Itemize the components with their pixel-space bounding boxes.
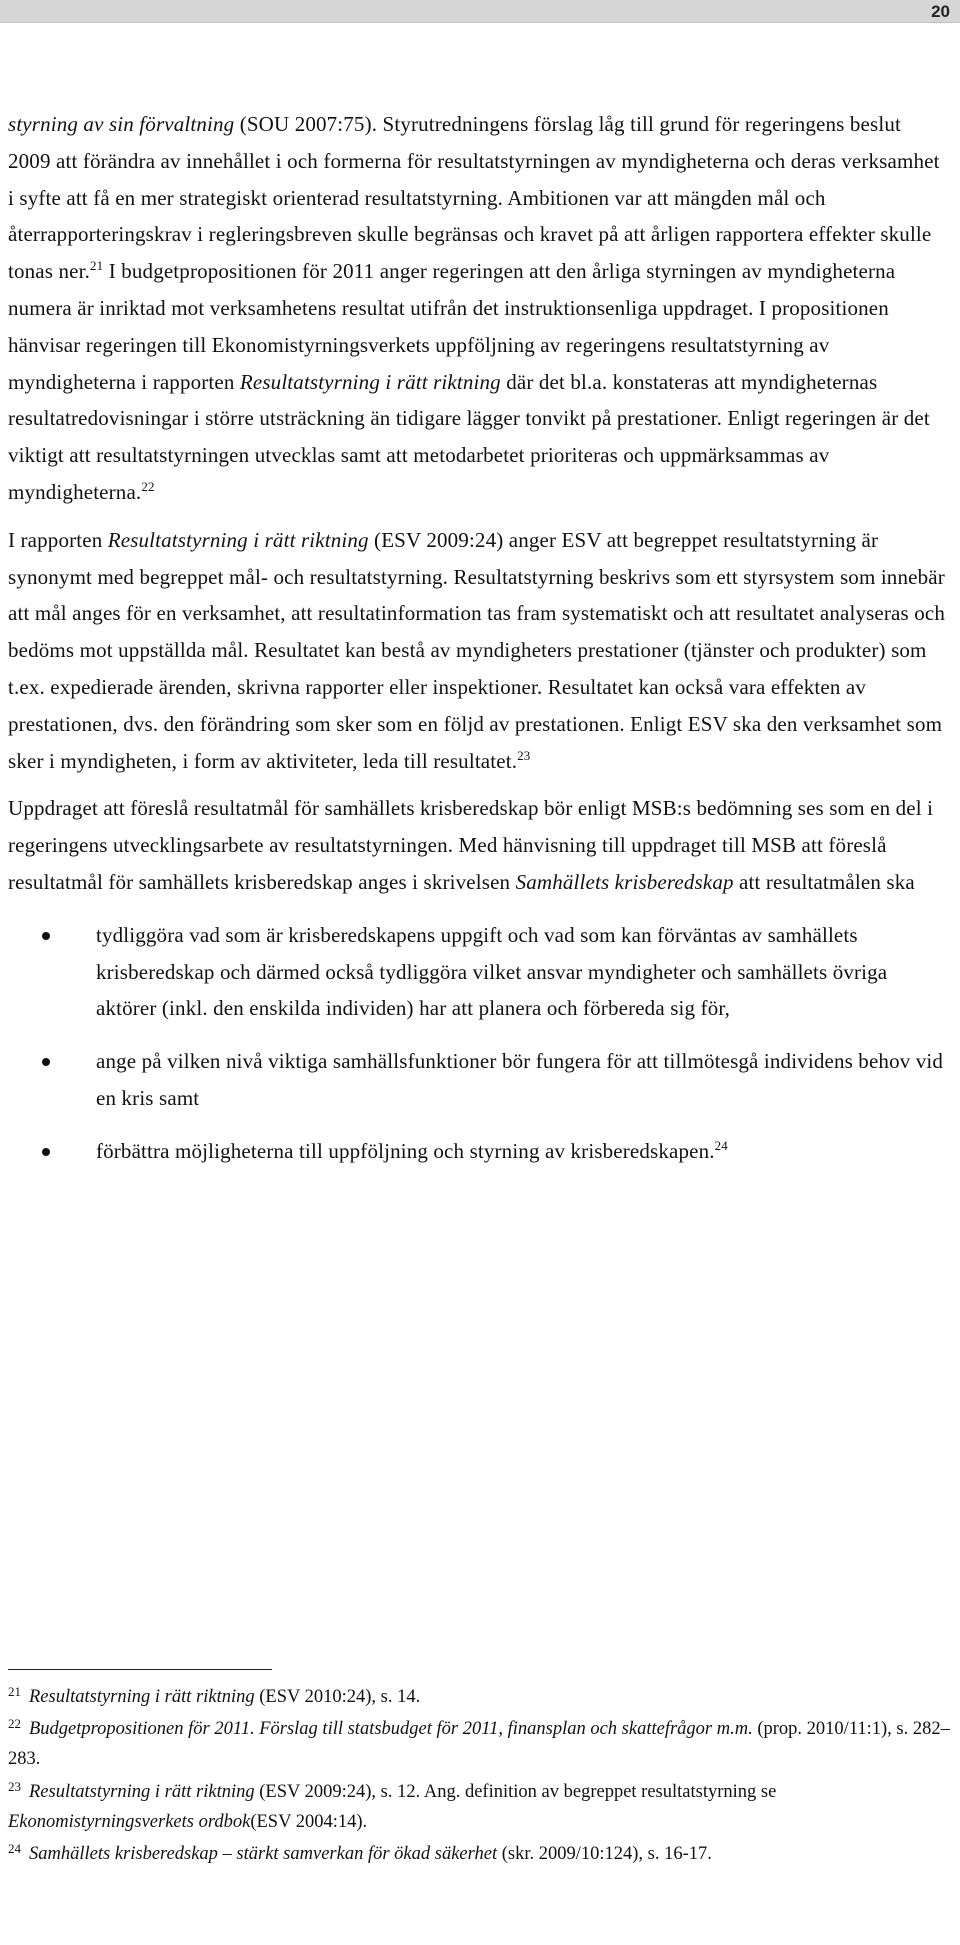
paragraph-3-text-a: Uppdraget att föreslå resultatmål för samhällets krisberedskap bör enligt MSB:s bedömning ses som en del i regeringens utvecklingsarbete av resultatstyrningen. Med hänvisning till uppdraget till MSB att föreslå resultatmål för samhällets krisberedskap anges i skrivelsen (8, 796, 934, 894)
footnote-23-text-b: (ESV 2004:14). (250, 1811, 368, 1832)
footnote-22-title: Budgetpropositionen för 2011. Förslag till statsbudget för 2011, finansplan och skattefrågor m.m. (29, 1719, 753, 1740)
bullet-item-2-text: ange på vilken nivå viktiga samhällsfunktioner bör fungera för att tillmötesgå individens behov vid en kris samt (96, 1049, 944, 1110)
bullet-item-1 (8, 917, 948, 1027)
bullet-item-1-text: tydliggöra vad som är krisberedskapens uppgift och vad som kan förväntas av samhällets krisberedskap och därmed också tydliggöra vilket ansvar myndigheter och samhällets övriga aktörer (inkl. den enskilda individen) har att planera och förbereda sig för, (96, 922, 888, 1021)
bullet-item-3-text: förbättra möjligheterna till uppföljning och styrning av krisberedskapen. (96, 1138, 715, 1163)
paragraph-2-report-title: Resultatstyrning i rätt riktning (107, 527, 369, 552)
paragraph-2 (8, 522, 948, 780)
footnote-ref-22[interactable]: 22 (141, 478, 155, 494)
footnote-ref-24[interactable]: 24 (714, 1137, 728, 1153)
footnote-separator (8, 1669, 272, 1670)
bullet-list (8, 917, 948, 1170)
paragraph-1-text-c: där det bl.a. konstateras att myndigheternas resultatredovisningar i större utsträckning än tidigare lägger tonvikt på prestationer. Enligt regeringen är det viktigt att resultatstyrningen utvecklas samt att metodarbetet prioriteras och uppmärksammas av myndigheterna. (8, 369, 930, 504)
footnote-23-text-a: (ESV 2009:24), s. 12. Ang. definition av begreppet resultatstyrning se (254, 1781, 777, 1802)
footnote-23-number: 23 (8, 1778, 21, 1794)
footnote-ref-21[interactable]: 21 (89, 258, 104, 274)
footnote-23-title-2: Ekonomistyrningsverkets ordbok (8, 1811, 251, 1832)
footnote-24-text: (skr. 2009/10:124), s. 16-17. (497, 1844, 712, 1865)
paragraph-1-report-title: Resultatstyrning i rätt riktning (239, 369, 501, 394)
bullet-item-3 (8, 1133, 948, 1170)
paragraph-3 (8, 790, 948, 900)
footnote-21-number: 21 (8, 1684, 21, 1699)
footnote-ref-23[interactable]: 23 (517, 747, 531, 763)
paragraph-3-text-b: att resultatmålen ska (733, 869, 915, 894)
paragraph-1-title: styrning av sin förvaltning (8, 112, 235, 136)
footnote-22 (8, 1714, 952, 1774)
paragraph-2-text-a: I rapporten (8, 527, 108, 552)
footnote-21-text: (ESV 2010:24), s. 14. (254, 1687, 421, 1707)
bullet-dot-icon (42, 1148, 50, 1156)
footnote-24-title: Samhällets krisberedskap – stärkt samverkan för ökad säkerhet (29, 1844, 498, 1865)
footnote-24 (8, 1839, 952, 1869)
paragraph-1-text-b: I budgetpropositionen för 2011 anger regeringen att den årliga styrningen av myndigheterna numera är inriktad mot verksamhetens resultat utifrån det instruktionsenliga uppdraget. I propositionen hänvisar regeringen till Ekonomistyrningsverkets uppföljning av regeringens resultatstyrning av myndigheterna i rapporten (8, 259, 896, 394)
footnote-23 (8, 1777, 952, 1837)
footnote-24-number: 24 (8, 1841, 21, 1857)
footnote-21-title: Resultatstyrning i rätt riktning (29, 1687, 255, 1707)
footnote-22-number: 22 (8, 1716, 21, 1732)
page-number: 20 (931, 2, 950, 21)
paragraph-1-text-a: (SOU 2007:75). Styrutredningens förslag låg till grund för regeringens beslut 2009 att förändra av innehållet i och formerna för resultatstyrningen av myndigheterna och deras verksamhet i syfte att få en mer strategiskt orienterad resultatstyrning. Ambitionen var att mängden mål och återrapporteringskrav i regleringsbreven skulle begränsas och kravet på att årligen rapportera effekter skulle tonas ner. (8, 112, 940, 284)
paragraph-2-text-b: (ESV 2009:24) anger ESV att begreppet resultatstyrning är synonymt med begreppet mål- och resultatstyrning. Resultatstyrning beskrivs som ett styrsystem som innebär att mål anges för en verksamhet, att resultatinformation tas fram systematiskt och att resultatet analyseras och bedöms mot uppställda mål. Resultatet kan bestå av myndigheters prestationer (tjänster och produkter) som t.ex. expedierade ärenden, skrivna rapporter eller inspektioner. Resultatet kan också vara effekten av prestationen, dvs. den förändring som sker som en följd av prestationen. Enligt ESV ska den verksamhet som sker i myndigheten, i form av aktiviteter, leda till resultatet. (8, 527, 945, 773)
page-header-bar (0, 0, 960, 23)
footnote-22-text: (prop. 2010/11:1), s. 282–283. (8, 1719, 950, 1770)
document-body (8, 106, 948, 1186)
paragraph-1 (8, 106, 948, 511)
bullet-item-2 (8, 1043, 948, 1117)
footnote-23-title: Resultatstyrning i rätt riktning (29, 1781, 255, 1802)
footnotes (8, 1682, 952, 1871)
paragraph-3-document-title: Samhällets krisberedskap (515, 869, 734, 894)
bullet-dot-icon (42, 1058, 50, 1066)
footnote-21 (8, 1682, 952, 1712)
bullet-dot-icon (42, 932, 50, 940)
